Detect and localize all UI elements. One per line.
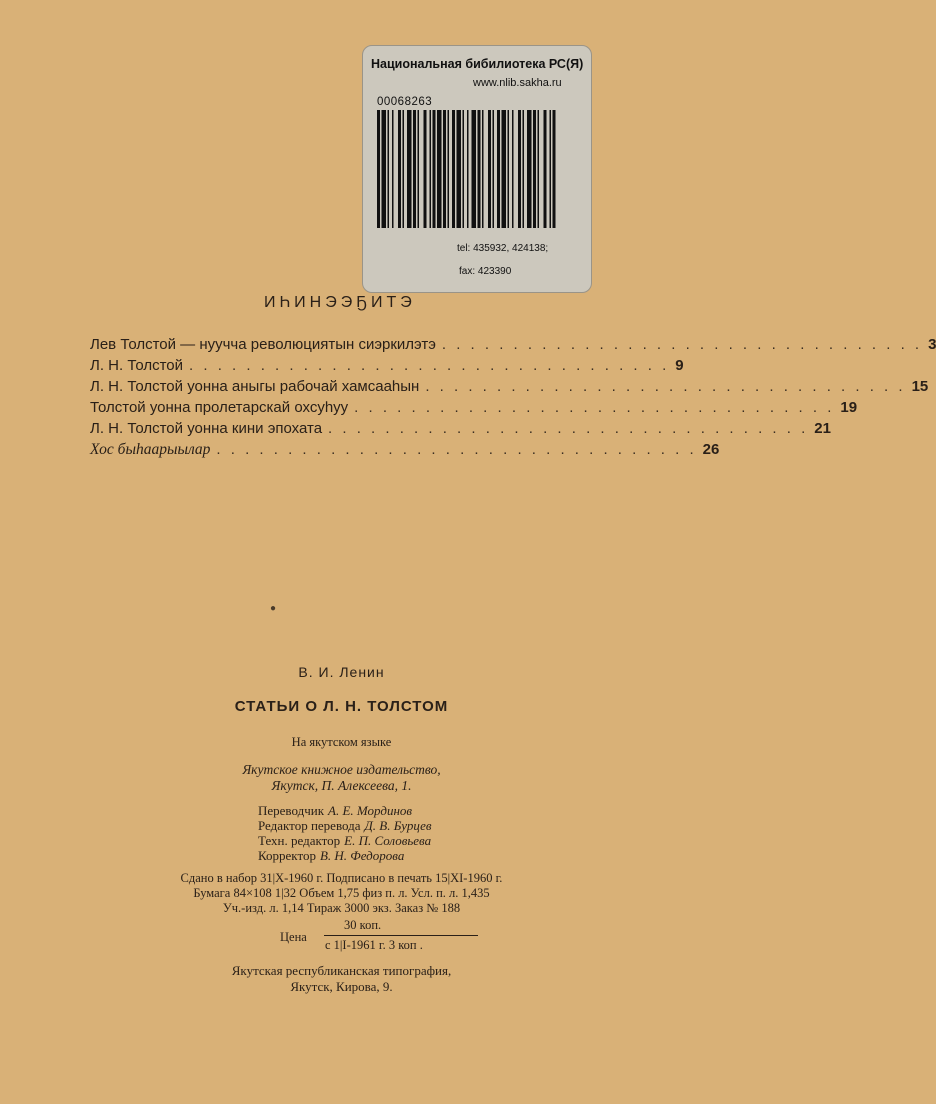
credit-line [258, 848, 432, 863]
toc-entry-title: Лев Толстой — нуучча революциятын сиэркилэтэ [90, 336, 436, 353]
toc-entry-page: 15 [911, 378, 929, 395]
printer-address: Якутск, Кирова, 9. [290, 979, 393, 994]
price-old: 30 коп. [344, 918, 382, 932]
toc-entry-page: 21 [814, 420, 831, 437]
toc-entry-title: Л. Н. Толстой уонна кини эпохата [90, 420, 323, 437]
credits-list [258, 803, 432, 863]
credit-role: Корректор [258, 848, 316, 863]
toc-entry [90, 420, 831, 441]
price-label: Цена [280, 930, 307, 944]
price-divider [324, 935, 478, 936]
library-stamp [362, 45, 592, 293]
toc-leader-dots: . . . . . . . . . . . . . . . . . . . . . . . . . . . . . . . . . . [425, 378, 906, 395]
credit-role: Переводчик [258, 803, 325, 818]
credit-line [258, 833, 432, 848]
toc-entry [90, 399, 858, 420]
credit-person: Д. В. Бурцев [364, 818, 432, 833]
book-language: На якутском языке [291, 735, 392, 749]
toc-entry-page: 19 [840, 399, 858, 416]
credit-person: В. Н. Федорова [319, 848, 405, 863]
tech-line: Сдано в набор 31|X-1960 г. Подписано в печать 15|XI-1960 г. [180, 871, 503, 885]
toc-entry-page: 3 [928, 336, 936, 353]
toc-leader-dots: . . . . . . . . . . . . . . . . . . . . . . . . . . . . . . . . . . [354, 399, 835, 416]
credit-line [258, 803, 432, 818]
publisher-name: Якутское книжное издательство, [242, 762, 441, 777]
table-of-contents [90, 336, 936, 462]
book-author: В. И. Ленин [298, 664, 385, 680]
toc-entry-title: Л. Н. Толстой уонна аныгы рабочай хамсааһын [90, 378, 420, 395]
credit-role: Редактор перевода [258, 818, 361, 833]
toc-leader-dots: . . . . . . . . . . . . . . . . . . . . . . . . . . . . . . . . . . [216, 441, 697, 458]
toc-entry [90, 336, 936, 357]
toc-entry-title: Хос быһаарыылар [90, 441, 211, 458]
library-phone: tel: 435932, 424138; [457, 243, 549, 254]
toc-entry-title: Толстой уонна пролетарскай охсуһуу [90, 399, 349, 416]
print-mark: ● [270, 603, 277, 614]
credit-person: А. Е. Мординов [328, 803, 413, 818]
toc-entry-page: 9 [675, 357, 684, 374]
toc-entry-title: Л. Н. Толстой [90, 357, 184, 374]
toc-entry [90, 357, 684, 378]
toc-heading: ИҺИНЭЭҔИТЭ [264, 294, 416, 311]
credit-person: Е. П. Соловьева [344, 833, 432, 848]
toc-entry-page: 26 [702, 441, 720, 458]
library-website: www.nlib.sakha.ru [473, 77, 562, 89]
tech-line: Бумага 84×108 1|32 Объем 1,75 физ п. л. Усл. п. л. 1,435 [193, 886, 490, 900]
library-fax: fax: 423390 [459, 266, 512, 277]
publisher [0, 762, 683, 794]
publisher-address: Якутск, П. Алексеева, 1. [271, 778, 412, 793]
technical-details [0, 871, 683, 916]
barcode-number: 00068263 [377, 96, 433, 108]
credit-role: Техн. редактор [258, 833, 341, 848]
toc-leader-dots: . . . . . . . . . . . . . . . . . . . . . . . . . . . . . . . . . . [328, 420, 809, 437]
printer-name: Якутская республиканская типография, [231, 963, 452, 978]
toc-entry [90, 378, 929, 399]
price-new: с 1|I-1961 г. 3 коп . [325, 938, 423, 952]
tech-line: Уч.-изд. л. 1,14 Тираж 3000 экз. Заказ № 188 [222, 901, 461, 915]
toc-entry [90, 441, 720, 462]
printer-info [0, 963, 683, 995]
book-title: СТАТЬИ О Л. Н. ТОЛСТОМ [234, 698, 449, 715]
toc-leader-dots: . . . . . . . . . . . . . . . . . . . . . . . . . . . . . . . . . . [441, 336, 923, 353]
library-name: Национальная бибилиотека РС(Я) [371, 57, 584, 71]
credit-line [258, 818, 432, 833]
toc-leader-dots: . . . . . . . . . . . . . . . . . . . . . . . . . . . . . . . . . . [189, 357, 670, 374]
